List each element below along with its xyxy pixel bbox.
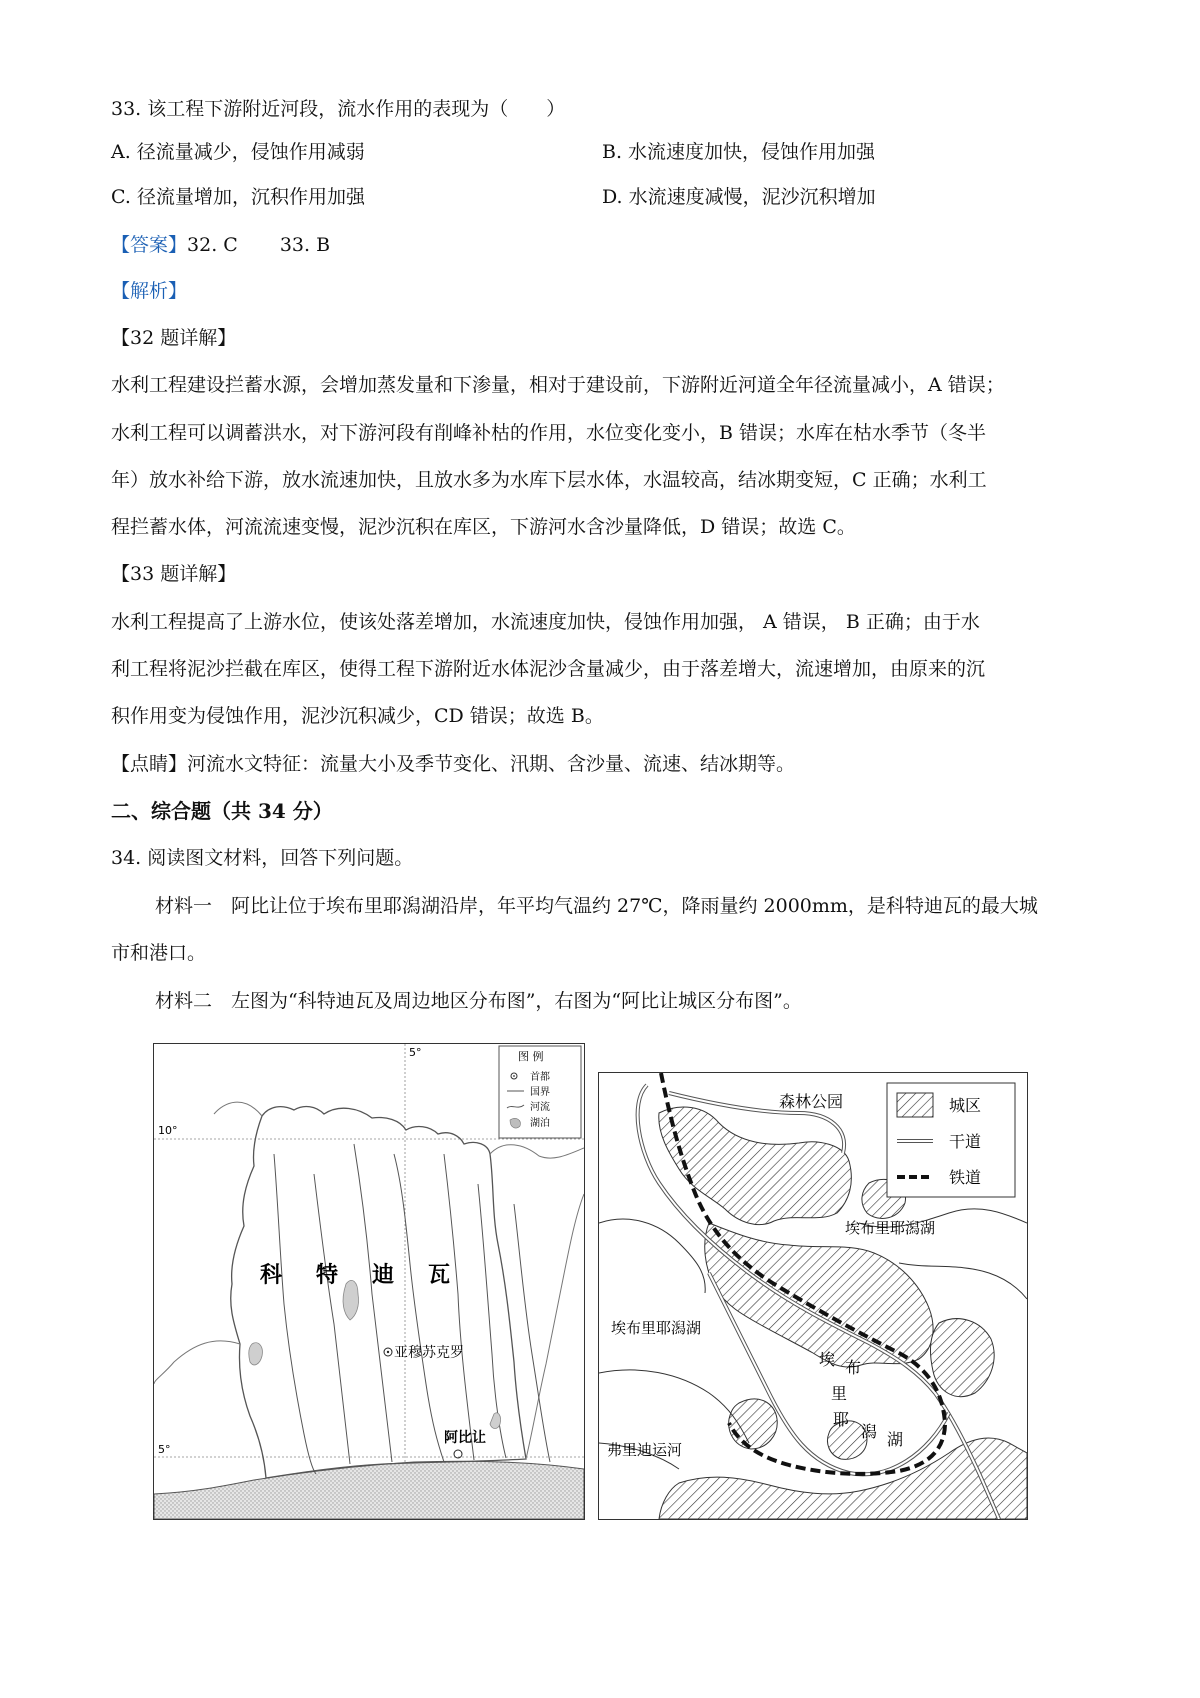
border-north-west [214, 1102, 262, 1116]
question-34-stem: 34. 阅读图文材料，回答下列问题。 [111, 847, 414, 869]
answer-label: 【答案】 [111, 234, 188, 256]
legend-rail-label: 铁道 [949, 1168, 982, 1187]
q33-option-b: B. 水流速度加快，侵蚀作用加强 [602, 141, 876, 163]
lagoon-v-4: 耶 [833, 1410, 850, 1429]
legend-river-label: 河流 [530, 1102, 550, 1113]
detail-32-line-4: 程拦蓄水体，河流流速变慢，泥沙沉积在库区，下游河水含沙量降低，D 错误；故选 C。 [111, 516, 856, 538]
lagoon-v-5: 潟 [861, 1422, 878, 1441]
analysis-label: 【解析】 [111, 280, 188, 302]
q33-option-d: D. 水流速度减慢，泥沙沉积增加 [602, 186, 876, 208]
capital-symbol-dot-icon [513, 1075, 515, 1077]
lagoon-label-2: 埃布里耶潟湖 [611, 1319, 702, 1337]
material-2: 材料二 左图为“科特迪瓦及周边地区分布图”，右图为“阿比让城区分布图”。 [155, 990, 802, 1012]
urban-area-east [931, 1319, 995, 1397]
border-west [154, 1341, 240, 1384]
country-label-2: 特 [316, 1263, 339, 1288]
detail-32-line-1: 水利工程建设拦蓄水源，会增加蒸发量和下渗量，相对于建设前，下游附近河道全年径流量减小，A 错误； [111, 374, 1005, 396]
lagoon-v-6: 湖 [887, 1430, 904, 1449]
country-label-3: 迪 [372, 1263, 395, 1288]
urban-area-north [659, 1107, 852, 1225]
river-5 [444, 1154, 474, 1460]
river-4 [394, 1154, 444, 1462]
river-1 [274, 1154, 316, 1474]
legend-urban-label: 城区 [949, 1096, 982, 1115]
shoreline-west [599, 1219, 705, 1293]
detail-33-line-2: 利工程将泥沙拦截在库区，使得工程下游附近水体泥沙含量减少，由于落差增大，流速增加，由原来的沉 [111, 658, 986, 680]
abidjan-city-map [598, 1072, 1028, 1520]
tip-line [111, 751, 795, 777]
lagoon-v-2: 布 [845, 1358, 862, 1377]
material-1-line-2: 市和港口。 [111, 942, 207, 964]
capital-label: 亚穆苏克罗 [394, 1345, 464, 1361]
cote-divoire-map [153, 1043, 585, 1520]
q33-option-a: A. 径流量减少，侵蚀作用减弱 [111, 141, 365, 163]
answer-line [111, 232, 330, 258]
cote-divoire-map-svg [154, 1044, 584, 1519]
material-1-line-1: 材料一 阿比让位于埃布里耶潟湖沿岸，年平均气温约 27℃，降雨量约 2000mm，是科特迪瓦的最大城 [155, 895, 1038, 917]
left-legend-title: 图 例 [518, 1050, 544, 1063]
river-2 [314, 1174, 350, 1464]
section-2-title: 二、综合题（共 34 分） [111, 799, 333, 823]
lake-west [249, 1343, 263, 1365]
detail-32-title: 【32 题详解】 [111, 327, 237, 349]
lake-east [490, 1413, 501, 1429]
detail-32-line-2: 水利工程可以调蓄洪水，对下游河段有削峰补枯的作用，水位变化变小，B 错误；水库在枯水季节（冬半 [111, 422, 987, 444]
detail-33-line-1: 水利工程提高了上游水位，使该处落差增加，水流速度加快，侵蚀作用加强， A 错误， B 正确；由于水 [111, 611, 980, 633]
lat-top-label: 10° [158, 1124, 178, 1137]
country-label-4: 瓦 [428, 1263, 451, 1288]
shoreline-south-west [599, 1370, 749, 1443]
forest-park-label: 森林公园 [779, 1092, 844, 1111]
country-label-1: 科 [260, 1263, 283, 1288]
capital-marker-dot-icon [387, 1351, 389, 1353]
urban-area-south-west [729, 1399, 778, 1449]
legend-lake-label: 湖泊 [530, 1118, 550, 1129]
lagoon-v-1: 埃 [819, 1350, 836, 1369]
lon-label: 5° [409, 1046, 422, 1059]
lake-kossou [343, 1280, 358, 1320]
legend-road-label: 干道 [949, 1132, 982, 1151]
river-7 [514, 1204, 550, 1462]
tip-text: 河流水文特征：流量大小及季节变化、汛期、含沙量、流速、结冰期等。 [187, 753, 796, 775]
river-6 [478, 1184, 506, 1458]
lagoon-label-1: 埃布里耶潟湖 [845, 1219, 936, 1237]
ocean-area [154, 1461, 584, 1519]
river-3 [354, 1144, 395, 1462]
question-33-stem: 33. 该工程下游附近河段，流水作用的表现为（ ） [111, 98, 566, 120]
detail-32-line-3: 年）放水补给下游，放水流速加快，且放水多为水库下层水体，水温较高，结冰期变短，C 正确；水利工 [111, 469, 987, 491]
lagoon-v-3: 里 [831, 1384, 848, 1403]
q33-option-c: C. 径流量增加，沉积作用加强 [111, 186, 365, 208]
answer-33: 33. B [279, 234, 331, 256]
canal-label: 弗里迪运河 [607, 1441, 683, 1459]
legend-border-label: 国界 [530, 1087, 550, 1098]
tip-label: 【点睛】 [111, 753, 188, 775]
border-east [526, 1194, 584, 1459]
legend-capital-label: 首都 [530, 1072, 550, 1083]
answer-32: 32. C [187, 234, 238, 256]
urban-symbol-icon [897, 1093, 933, 1117]
border-north-east [490, 1145, 584, 1158]
detail-33-title: 【33 题详解】 [111, 563, 237, 585]
abidjan-city-map-svg [599, 1073, 1027, 1519]
urban-area-central [705, 1223, 933, 1367]
abidjan-label: 阿比让 [444, 1430, 486, 1446]
detail-33-line-3: 积作用变为侵蚀作用，泥沙沉积减少，CD 错误；故选 B。 [111, 705, 604, 727]
lat-bottom-label: 5° [158, 1443, 171, 1456]
